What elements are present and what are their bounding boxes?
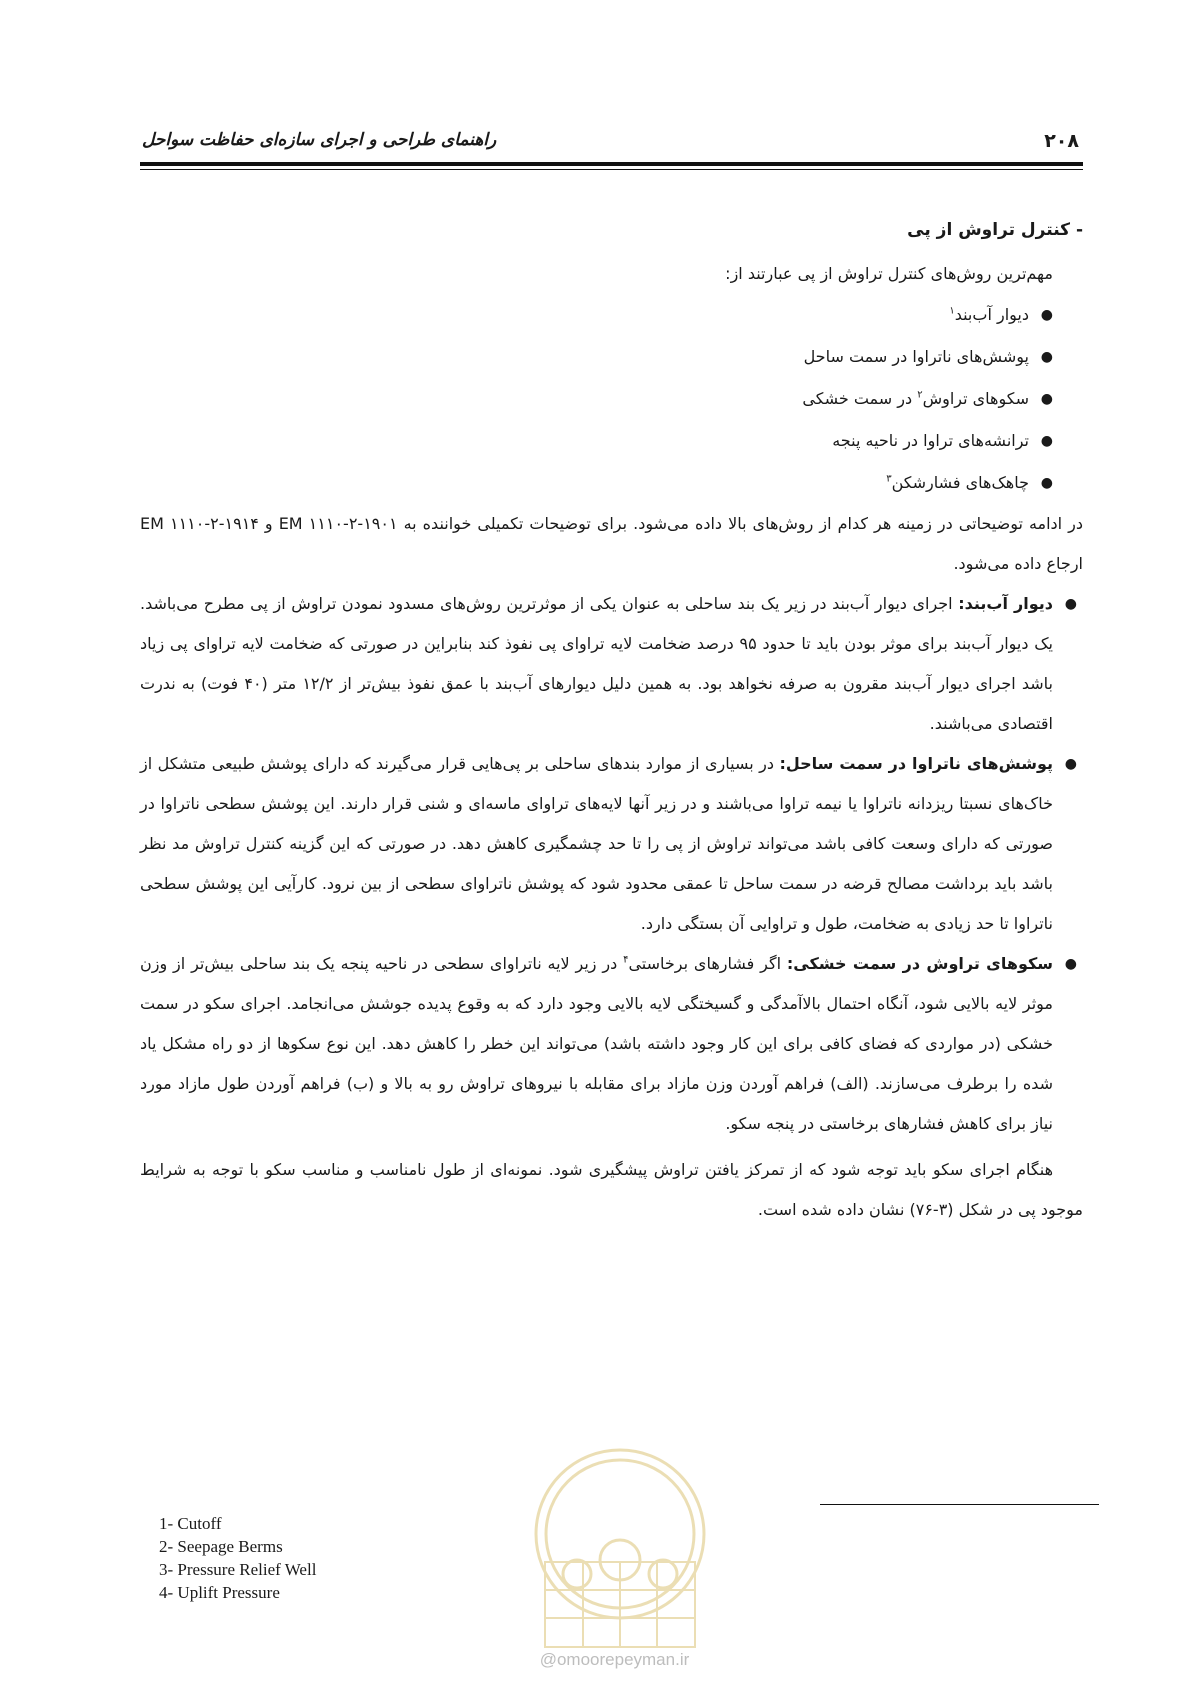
bullet-icon: ●	[1040, 349, 1053, 365]
page-number: ۲۰۸	[1044, 130, 1079, 152]
footnote-ref: ۲	[917, 389, 923, 401]
footnote: 1- Cutoff	[159, 1514, 222, 1533]
list-item: ● دیوار آب‌بند$^۱$	[140, 294, 1029, 336]
bullet-icon: ●	[1064, 596, 1077, 612]
list-item: ● سکوهای تراوش$^۲$ در سمت خشکی	[140, 378, 1029, 420]
detail-title: سکوهای تراوش در سمت خشکی:	[786, 954, 1054, 973]
list-item: ● پوشش‌های ناتراوا در سمت ساحل	[140, 336, 1029, 378]
detail-cutoff-wall: ● دیوار آب‌بند: اجرای دیوار آب‌بند در زیر یک بند ساحلی به عنوان یکی از موثرترین روش‌های مسدود نمودن تراوش از پی مطرح می‌باشد. یک دیوار آب‌بند برای موثر بودن باید تا حدود ۹۵ درصد ضخامت لایه تراوای پی نفوذ کند بنابراین در صورتی که ضخامت لایه تراوای پی زیاد باشد اجرای دیوار آب‌بند مقرون به صرفه نخواهد بود. به همین دلیل دیوارهای آب‌بند با عمق نفوذ بیش‌تر از ۱۲/۲ متر (۴۰ فوت) به ندرت اقتصادی می‌باشند.	[140, 584, 1083, 744]
bullet-icon: ●	[1040, 307, 1053, 323]
references-paragraph: در ادامه توضیحاتی در زمینه هر کدام از روش‌های بالا داده می‌شود. برای توضیحات تکمیلی خواننده به ۱۹۰۱-۲-۱۱۱۰ EM و ۱۹۱۴-۲-۱۱۱۰ EM ارجاع داده می‌شود.	[140, 514, 1084, 573]
book-title: راهنمای طراحی و اجرای سازه‌ای حفاظت سواحل	[142, 130, 497, 150]
closing-paragraph: هنگام اجرای سکو باید توجه شود که از تمرکز یافتن تراوش پیشگیری شود. نمونه‌ای از طول نامناسب و مناسب سکو با توجه به شرایط موجود پی در شکل (۳-۷۶) نشان داده شده است.	[140, 1160, 1083, 1219]
bullet-icon: ●	[1040, 433, 1053, 449]
footnote: 3- Pressure Relief Well	[159, 1560, 317, 1579]
list-item: ● چاهک‌های فشارشکن$^۳$	[140, 462, 1029, 504]
section-heading: - کنترل تراوش از پی	[907, 220, 1083, 240]
footnote-ref: ۴	[623, 954, 629, 966]
page-header	[140, 120, 1083, 160]
bullet-icon: ●	[1040, 475, 1053, 491]
detail-impervious-blanket: ● پوشش‌های ناتراوا در سمت ساحل: در بسیاری از موارد بندهای ساحلی بر پی‌هایی قرار می‌گیرند که دارای پوشش طبیعی متشکل از خاک‌های نسبتا ریزدانه ناتراوا یا نیمه تراوا می‌باشند و در زیر آنها لایه‌های تراوای ماسه‌ای و شنی قرار دارند. این پوشش سطحی ناتراوا در صورتی که دارای وسعت کافی باشد می‌تواند تراوش از پی را تا حد چشمگیری کاهش دهد. در صورتی که این گزینه کنترل تراوش مد نظر باشد باید برداشت مصالح قرضه در سمت ساحل تا عمقی محدود شود که پوشش ناتراوای سطحی از بین نرود. کارآیی این پوشش سطحی ناتراوا تا حد زیادی به ضخامت، طول و تراوایی آن بستگی دارد.	[140, 744, 1083, 944]
methods-list	[140, 294, 1083, 504]
header-rule-thick	[140, 162, 1083, 166]
footnote: 4- Uplift Pressure	[159, 1583, 280, 1602]
page-body	[140, 210, 1083, 1230]
bullet-icon: ●	[1040, 391, 1053, 407]
detail-seepage-berms: ● سکوهای تراوش در سمت خشکی: اگر فشارهای برخاستی$^۴$ در زیر لایه ناتراوای سطحی در ناحیه پنجه یک بند ساحلی بیش‌تر از وزن موثر لایه بالایی شود، آنگاه احتمال بالاآمدگی و گسیختگی لایه بالایی وجود دارد که به وقوع پدیده جوشش می‌انجامد. اجرای سکو در سمت خشکی (در مواردی که فضای کافی برای این کار وجود داشته باشد) می‌تواند این خطر را کاهش دهد. این نوع سکوها از دو راه مشکل یاد شده را برطرف می‌سازند. (الف) فراهم آوردن وزن مازاد برای مقابله با نیروهای تراوش رو به بالا و (ب) فراهم آوردن طول مازاد مورد نیاز برای کاهش فشارهای برخاستی در پنجه سکو.	[140, 944, 1083, 1144]
bullet-icon: ●	[1064, 756, 1077, 772]
header-rule-thin	[140, 169, 1083, 170]
footnotes	[159, 1512, 316, 1604]
footnote-ref: ۳	[886, 473, 892, 485]
watermark-url: @omoorepeyman.ir	[539, 1650, 690, 1669]
detail-title: دیوار آب‌بند:	[958, 594, 1053, 613]
detail-title: پوشش‌های ناتراوا در سمت ساحل:	[779, 754, 1053, 773]
watermark-logo-icon	[505, 1442, 735, 1672]
bullet-icon: ●	[1064, 956, 1077, 972]
footnote-ref: ۱	[949, 305, 955, 317]
intro-text: مهم‌ترین روش‌های کنترل تراوش از پی عبارتند از:	[725, 264, 1053, 283]
footnote: 2- Seepage Berms	[159, 1537, 283, 1556]
footnote-rule	[820, 1504, 1099, 1505]
list-item: ● ترانشه‌های تراوا در ناحیه پنجه	[140, 420, 1029, 462]
